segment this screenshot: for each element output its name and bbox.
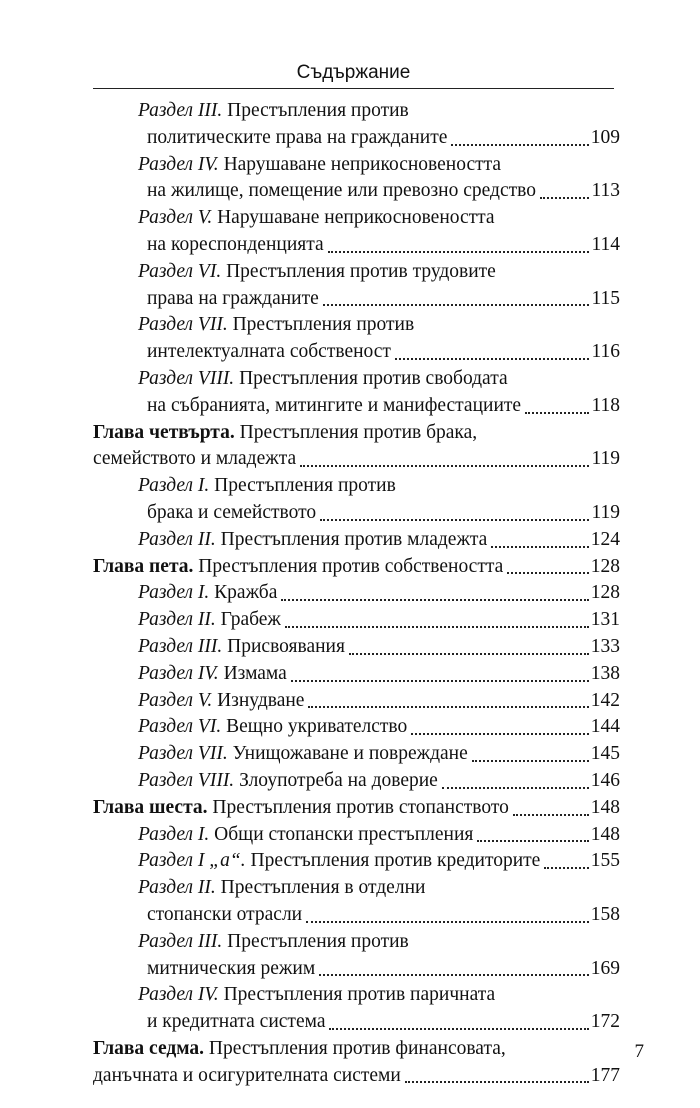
dot-leader (349, 652, 589, 655)
page-ref: 146 (590, 769, 620, 791)
toc-section-entry (93, 982, 620, 1036)
dot-leader (544, 866, 588, 869)
toc-line (93, 607, 620, 634)
dot-leader (323, 303, 590, 306)
entry-title-text: Общи стопански престъпления (214, 823, 474, 845)
toc-chapter-entry (93, 420, 620, 474)
dot-leader (281, 598, 588, 601)
chapter-label: Глава четвърта. (93, 421, 235, 443)
toc-line (93, 875, 620, 902)
entry-title-text: Престъпления против трудовите (226, 260, 496, 282)
entry-title-text: стопански отрасли (147, 903, 303, 925)
chapter-label: Глава пета. (93, 555, 194, 577)
dot-leader (540, 196, 589, 199)
toc-line (93, 795, 620, 822)
entry-title-text: Престъпления против (214, 475, 396, 497)
table-of-contents (93, 98, 620, 1089)
entry-title-text: Кражба (214, 582, 278, 604)
entry-title-text: Престъпления против собствеността (198, 555, 504, 577)
page-ref: 148 (590, 823, 620, 845)
toc-line (93, 554, 620, 581)
page-ref: 109 (590, 126, 620, 148)
page-ref: 144 (590, 716, 620, 738)
section-label: Раздел IV. (138, 153, 219, 175)
toc-line (93, 259, 620, 286)
section-label: Раздел VI. (138, 260, 222, 282)
page-ref: 145 (590, 743, 620, 765)
entry-title-text: Изнудване (217, 689, 305, 711)
dot-leader (320, 518, 589, 521)
toc-section-entry (93, 875, 620, 929)
entry-title-text: Престъпления против (232, 314, 415, 336)
section-label: Раздел II. (138, 877, 216, 899)
toc-line (93, 1063, 620, 1090)
section-label: Раздел II. (138, 528, 216, 550)
section-label: Раздел I. (138, 475, 210, 497)
dot-leader (411, 732, 589, 735)
toc-section-entry (93, 768, 620, 795)
entry-title-text: Злоупотреба на доверие (239, 769, 438, 791)
toc-section-entry (93, 714, 620, 741)
page-ref: 155 (590, 850, 620, 872)
toc-section-entry (93, 312, 620, 366)
dot-leader (319, 973, 589, 976)
entry-title-text: Престъпления в отделни (220, 877, 426, 899)
toc-line (93, 420, 620, 447)
dot-leader (291, 679, 589, 682)
toc-section-entry (93, 366, 620, 420)
toc-line (93, 1009, 620, 1036)
dot-leader (300, 464, 589, 467)
page-ref: 119 (591, 501, 620, 523)
section-label: Раздел V. (138, 207, 213, 229)
toc-section-entry (93, 822, 620, 849)
section-label: Раздел IV. (138, 662, 219, 684)
dot-leader (472, 759, 589, 762)
entry-title-text: Престъпления против брака, (239, 421, 478, 443)
entry-title-text: Нарушаване неприкосновеността (223, 153, 502, 175)
toc-section-entry (93, 98, 620, 152)
toc-line (93, 848, 620, 875)
toc-line (93, 339, 620, 366)
toc-line (93, 312, 620, 339)
toc-line (93, 205, 620, 232)
page-ref: 158 (590, 903, 620, 925)
section-label: Раздел V. (138, 689, 213, 711)
dot-leader (395, 357, 590, 360)
page-ref: 114 (591, 233, 620, 255)
toc-line (93, 125, 620, 152)
page-ref: 128 (590, 555, 620, 577)
toc-line (93, 714, 620, 741)
section-label: Раздел VII. (138, 314, 228, 336)
toc-line (93, 232, 620, 259)
section-label: Раздел III. (138, 100, 223, 121)
section-label: Раздел VIII. (138, 367, 235, 389)
entry-title-text: Престъпления против (227, 100, 409, 121)
toc-line (93, 768, 620, 795)
toc-line (93, 580, 620, 607)
toc-section-entry (93, 152, 620, 206)
entry-title-text: Престъпления против (227, 930, 409, 952)
toc-line (93, 741, 620, 768)
page-ref: 172 (590, 1011, 620, 1033)
toc-section-entry (93, 527, 620, 554)
entry-title-text: политическите права на гражданите (147, 126, 448, 148)
section-label: Раздел VI. (138, 716, 222, 738)
dot-leader (491, 545, 588, 548)
toc-chapter-entry (93, 554, 620, 581)
chapter-label: Глава седма. (93, 1037, 204, 1059)
entry-title-text: Измама (223, 662, 287, 684)
page-number: 7 (634, 1041, 644, 1062)
entry-title-text: Престъпления против финансовата, (208, 1037, 506, 1059)
page-ref: 138 (590, 662, 620, 684)
page-ref: 169 (590, 957, 620, 979)
entry-title-text: Присвоявания (227, 635, 345, 657)
entry-title-text: Престъпления против младежта (220, 528, 488, 550)
toc-line (93, 98, 620, 125)
toc-chapter-entry (93, 795, 620, 822)
entry-title-text: Престъпления против кредиторите (250, 850, 541, 872)
page-ref: 142 (590, 689, 620, 711)
entry-title-text: на жилище, помещение или превозно средство (147, 180, 536, 202)
entry-title-text: Престъпления против свободата (239, 367, 508, 389)
entry-title-text: Унищожаване и повреждане (232, 743, 468, 765)
section-label: Раздел VII. (138, 743, 228, 765)
entry-title-text: брака и семейството (147, 501, 317, 523)
page-ref: 116 (591, 341, 620, 363)
page-ref: 148 (590, 796, 620, 818)
toc-line (93, 446, 620, 473)
toc-line (93, 366, 620, 393)
toc-section-entry (93, 688, 620, 715)
dot-leader (442, 786, 589, 789)
toc-line (93, 822, 620, 849)
page-ref: 118 (591, 394, 620, 416)
page-ref: 115 (591, 287, 620, 309)
toc-section-entry (93, 580, 620, 607)
toc-line (93, 956, 620, 983)
toc-section-entry (93, 929, 620, 983)
page-ref: 128 (590, 582, 620, 604)
dot-leader (405, 1080, 589, 1083)
toc-line (93, 152, 620, 179)
entry-title-text: Престъпления против стопанството (212, 796, 509, 818)
running-head: Съдържание (296, 62, 411, 83)
dot-leader (308, 705, 588, 708)
entry-title-text: Нарушаване неприкосновеността (217, 207, 495, 229)
toc-section-entry (93, 205, 620, 259)
dot-leader (451, 143, 588, 146)
entry-title-text: на събранията, митингите и манифестациите (147, 394, 522, 416)
dot-leader (513, 813, 589, 816)
toc-section-entry (93, 607, 620, 634)
toc-line (93, 688, 620, 715)
page-ref: 133 (590, 635, 620, 657)
toc-line (93, 286, 620, 313)
entry-title-text: митническия режим (147, 957, 316, 979)
toc-line (93, 661, 620, 688)
entry-title-text: права на гражданите (147, 287, 319, 309)
entry-title-text: на кореспонденцията (147, 233, 324, 255)
page-ref: 131 (590, 609, 620, 631)
toc-section-entry (93, 634, 620, 661)
toc-section-entry (93, 473, 620, 527)
toc-line (93, 393, 620, 420)
chapter-label: Глава шеста. (93, 796, 208, 818)
page-ref: 119 (591, 448, 620, 470)
section-label: Раздел I. (138, 582, 210, 604)
toc-line (93, 929, 620, 956)
entry-title-text: семейството и младежта (93, 448, 297, 470)
toc-section-entry (93, 848, 620, 875)
toc-section-entry (93, 661, 620, 688)
section-label: Раздел VIII. (138, 769, 235, 791)
entry-title-text: Вещно укривателство (226, 716, 408, 738)
toc-section-entry (93, 741, 620, 768)
toc-line (93, 473, 620, 500)
dot-leader (328, 250, 590, 253)
page-ref: 177 (590, 1064, 620, 1086)
toc-line (93, 527, 620, 554)
section-label: Раздел IV. (138, 984, 219, 1006)
dot-leader (329, 1027, 588, 1030)
toc-line (93, 982, 620, 1009)
toc-section-entry (93, 259, 620, 313)
section-label: Раздел III. (138, 930, 223, 952)
section-label: Раздел I. (138, 823, 210, 845)
dot-leader (507, 571, 588, 574)
entry-title-text: интелектуалната собственост (147, 341, 391, 363)
entry-title-text: данъчната и осигурителната системи (93, 1064, 401, 1086)
section-label: Раздел III. (138, 635, 223, 657)
toc-line (93, 902, 620, 929)
toc-line (93, 500, 620, 527)
dot-leader (525, 411, 589, 414)
page-ref: 113 (591, 180, 620, 202)
dot-leader (306, 920, 589, 923)
dot-leader (285, 625, 589, 628)
entry-title-text: Грабеж (220, 609, 281, 631)
entry-title-text: Престъпления против паричната (223, 984, 496, 1006)
entry-title-text: и кредитната система (147, 1011, 326, 1033)
dot-leader (477, 839, 588, 842)
section-label: Раздел II. (138, 609, 216, 631)
toc-line (93, 634, 620, 661)
page-ref: 124 (590, 528, 620, 550)
section-label: Раздел I „а“. (138, 850, 246, 872)
header-rule (93, 88, 614, 89)
toc-line (93, 178, 620, 205)
